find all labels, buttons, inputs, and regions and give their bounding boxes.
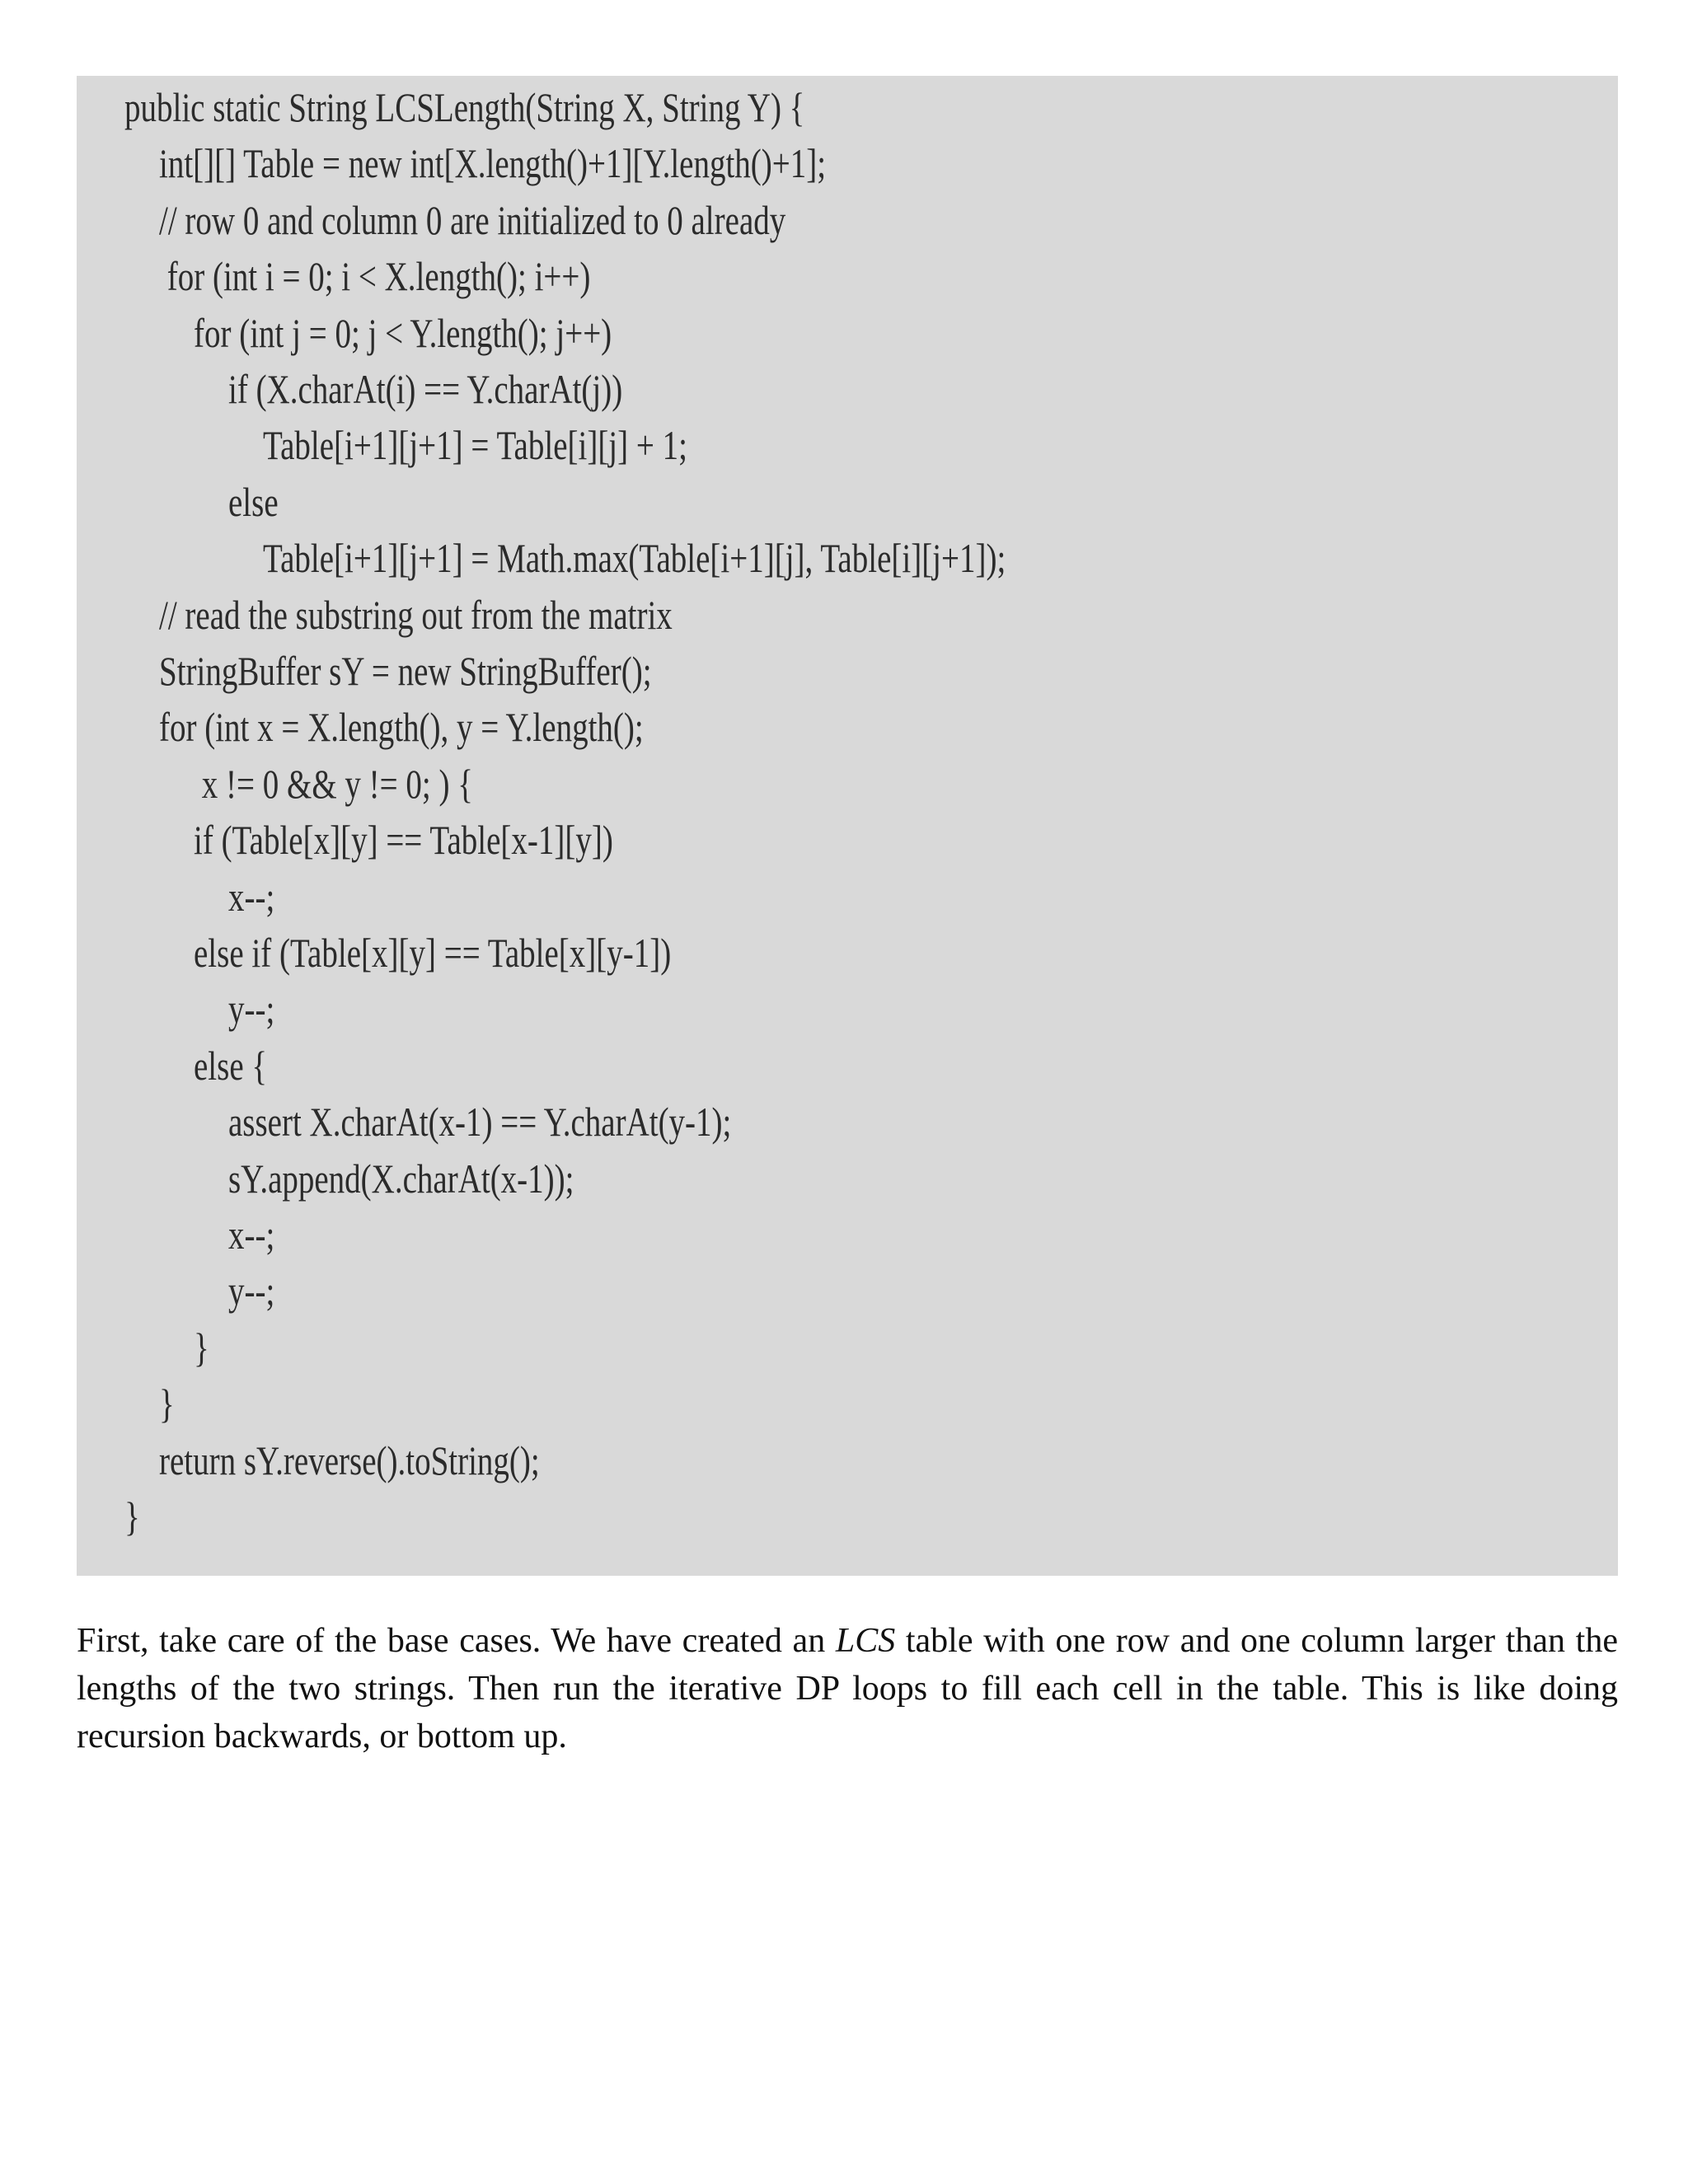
code-line: y--; bbox=[228, 986, 275, 1033]
code-line: int[][] Table = new int[X.length()+1][Y.length()+1]; bbox=[159, 140, 827, 187]
code-line: else bbox=[228, 478, 279, 525]
code-line: else { bbox=[194, 1042, 268, 1089]
paragraph-text-1: First, take care of the base cases. We have created an bbox=[77, 1622, 836, 1660]
code-line: Table[i+1][j+1] = Table[i][j] + 1; bbox=[263, 422, 687, 469]
code-line: // row 0 and column 0 are initialized to 0 already bbox=[159, 196, 786, 243]
code-line: } bbox=[194, 1324, 209, 1371]
code-line: } bbox=[124, 1493, 140, 1540]
code-line: x--; bbox=[228, 1212, 275, 1258]
code-line: return sY.reverse().toString(); bbox=[159, 1436, 540, 1483]
code-line: // read the substring out from the matrix bbox=[159, 591, 673, 638]
paragraph-text-2: table with one row and one column larger than the lengths of the two strings. Then run the iterative DP loops to fill each cell in the table. This is like doing recursion backwards, or bottom up. bbox=[77, 1622, 1618, 1755]
code-line: } bbox=[159, 1380, 175, 1427]
code-line: x != 0 && y != 0; ) { bbox=[194, 760, 473, 807]
body-paragraph bbox=[77, 1617, 1618, 1760]
code-line: if (Table[x][y] == Table[x-1][y]) bbox=[194, 817, 613, 864]
code-line: x--; bbox=[228, 873, 275, 920]
code-line: y--; bbox=[228, 1268, 275, 1315]
code-line: Table[i+1][j+1] = Math.max(Table[i+1][j], Table[i][j+1]); bbox=[263, 535, 1006, 582]
code-line: if (X.charAt(i) == Y.charAt(j)) bbox=[228, 366, 623, 412]
code-line: for (int x = X.length(), y = Y.length(); bbox=[159, 704, 644, 751]
code-line: public static String LCSLength(String X, String Y) { bbox=[124, 84, 805, 130]
code-line: for (int j = 0; j < Y.length(); j++) bbox=[194, 309, 612, 356]
code-line: StringBuffer sY = new StringBuffer(); bbox=[159, 648, 652, 694]
code-listing bbox=[77, 76, 1618, 1576]
lcs-emphasis: LCS bbox=[835, 1622, 896, 1660]
code-line: else if (Table[x][y] == Table[x][y-1]) bbox=[194, 930, 672, 976]
code-line: for (int i = 0; i < X.length(); i++) bbox=[159, 253, 591, 300]
code-line: assert X.charAt(x-1) == Y.charAt(y-1); bbox=[228, 1099, 732, 1146]
code-line: sY.append(X.charAt(x-1)); bbox=[228, 1155, 574, 1202]
